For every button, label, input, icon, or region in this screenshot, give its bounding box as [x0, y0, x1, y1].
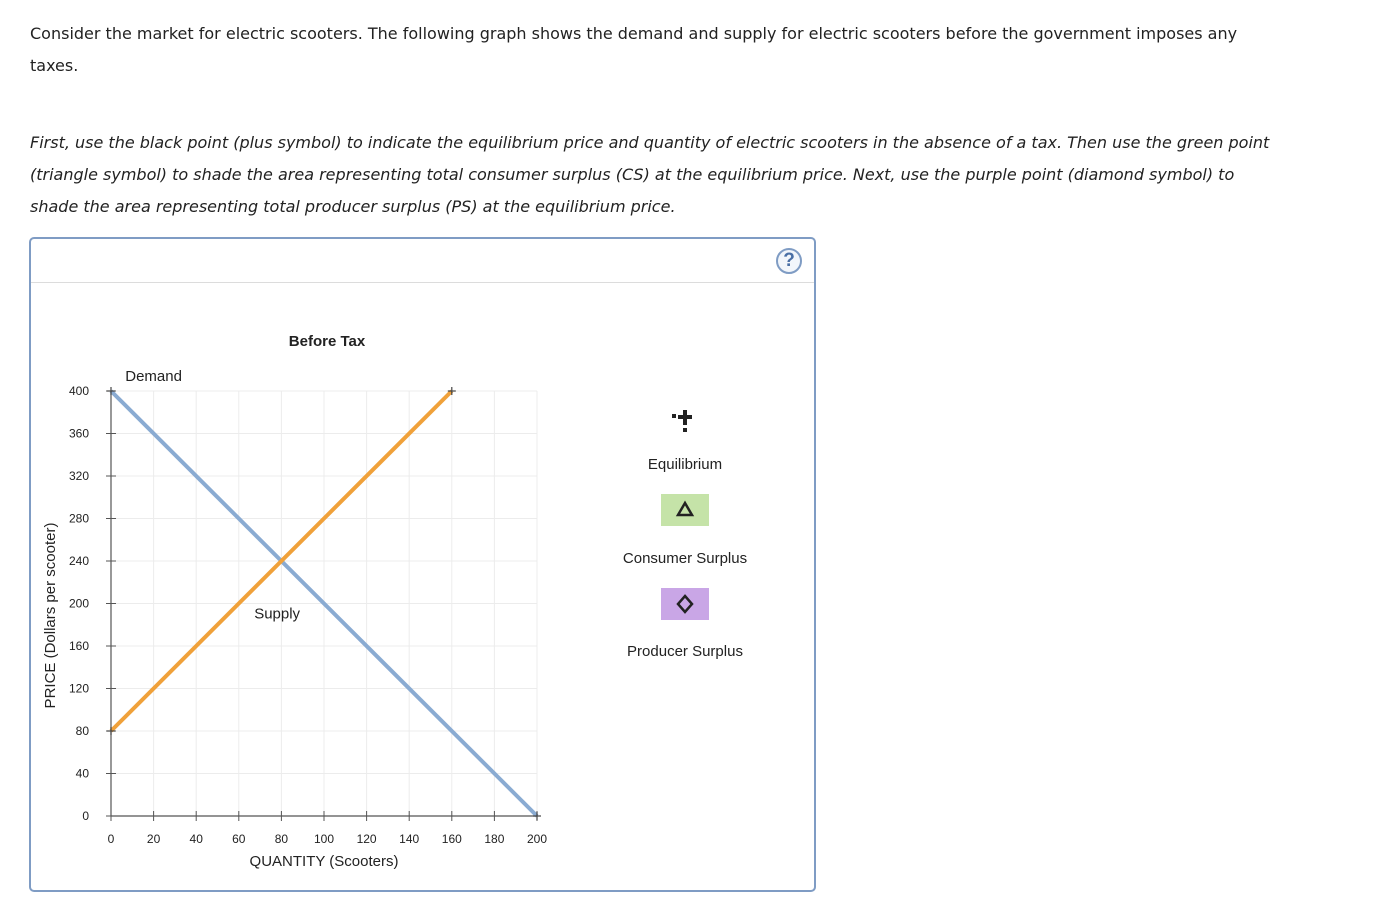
- y-tick-label: 320: [68, 469, 89, 483]
- consumer-surplus-tool[interactable]: [661, 494, 709, 526]
- x-tick-label: 200: [526, 832, 548, 846]
- equilibrium-label: Equilibrium: [647, 456, 723, 473]
- x-axis-label: QUANTITY (Scooters): [249, 853, 399, 870]
- y-tick-label: 400: [68, 384, 89, 398]
- y-tick-label: 160: [68, 639, 89, 653]
- producer-surplus-label: Producer Surplus: [627, 643, 743, 660]
- producer-surplus-tool[interactable]: [661, 588, 709, 620]
- chart-title: Before Tax: [288, 333, 366, 350]
- consumer-surplus-label: Consumer Surplus: [622, 550, 748, 567]
- x-tick-label: 100: [313, 832, 335, 846]
- x-tick-label: 160: [441, 832, 462, 846]
- plus-icon: [665, 405, 705, 435]
- demand-label: Demand: [125, 368, 182, 385]
- y-tick-label: 240: [68, 554, 89, 568]
- y-tick-label: 120: [68, 681, 89, 696]
- y-tick-label: 360: [68, 426, 89, 441]
- supply-label: Supply: [254, 605, 301, 623]
- intro-text: Consider the market for electric scooters. The following graph shows the demand and supply for electric scooters before the government imposes any taxes.: [30, 24, 1238, 75]
- graph-panel: [29, 237, 816, 892]
- x-tick-label: 0: [107, 832, 115, 846]
- diamond-icon: [661, 588, 709, 620]
- chart-labels: [42, 333, 398, 870]
- triangle-icon: [661, 494, 709, 526]
- x-tick-label: 180: [484, 832, 505, 846]
- x-tick-label: 60: [232, 832, 246, 846]
- y-tick-label: 200: [68, 596, 89, 611]
- x-tick-label: 20: [146, 832, 161, 846]
- x-tick-label: 120: [356, 832, 377, 846]
- y-tick-label: 80: [75, 724, 89, 738]
- y-tick-label: 280: [68, 511, 89, 526]
- y-axis-label: PRICE (Dollars per scooter): [42, 522, 59, 709]
- x-tick-label: 80: [274, 832, 289, 846]
- ticks: [69, 384, 547, 846]
- x-tick-label: 140: [399, 832, 420, 846]
- equilibrium-tool[interactable]: [665, 405, 705, 435]
- y-tick-label: 40: [75, 766, 89, 781]
- y-tick-label: 0: [82, 809, 89, 823]
- instructions-text: First, use the black point (plus symbol) to indicate the equilibrium price and quantity of electric scooters in the absence of a tax. Then use the green point (triangle symbol) to shade the area representing total consumer surplus (CS) at the equilibrium price. Next, use the purple point (diamond symbol) to shade the area representing total producer surplus (PS) at the equilibrium price.: [30, 133, 1270, 216]
- x-tick-label: 40: [189, 832, 203, 846]
- help-icon[interactable]: ?: [776, 248, 802, 274]
